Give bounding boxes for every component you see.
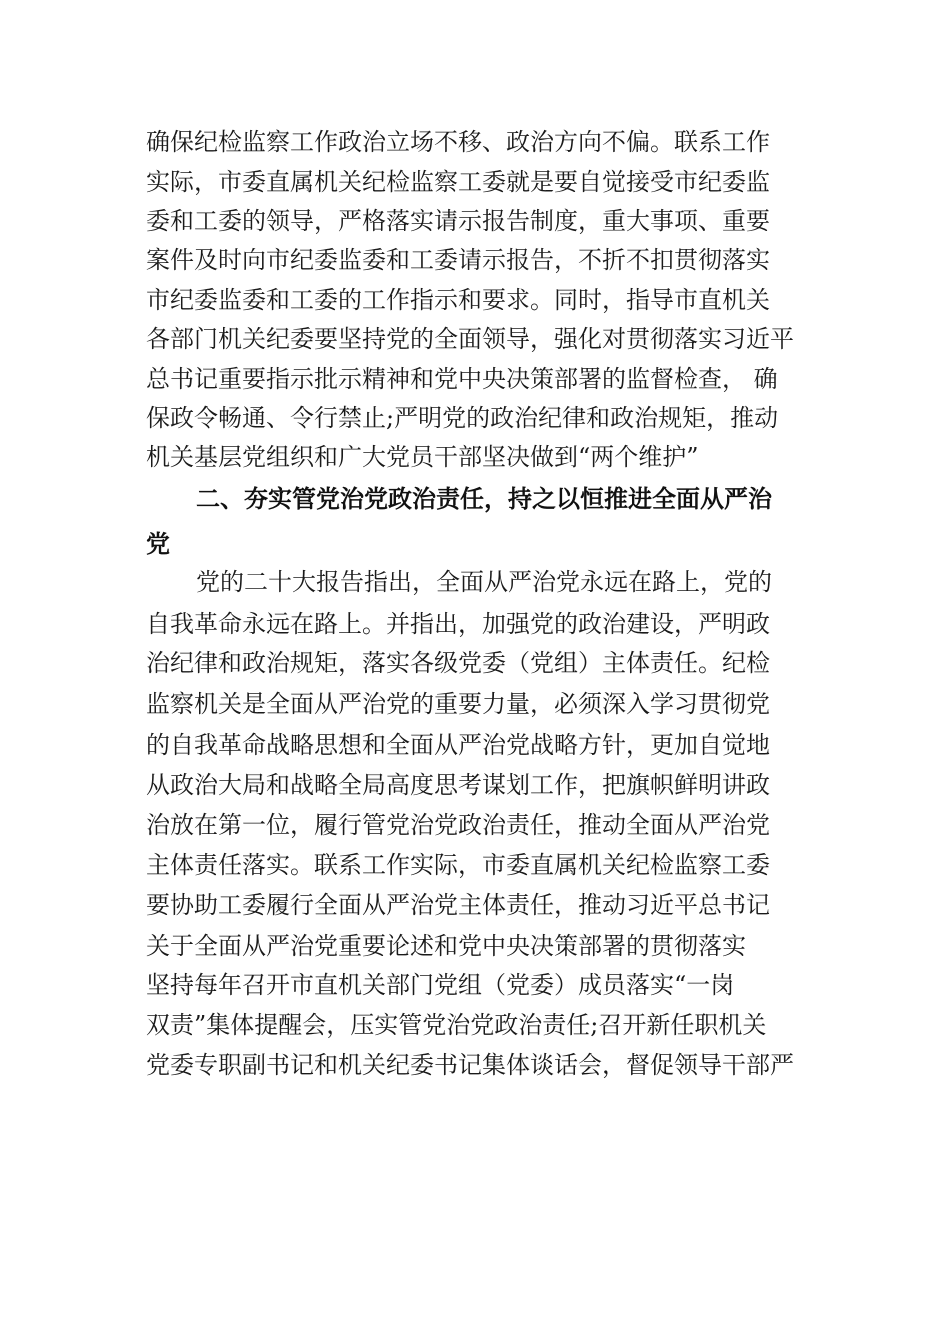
paragraph-line: 各部门机关纪委要坚持党的全面领导，强化对贯彻落实习近平	[146, 325, 794, 353]
paragraph-line: 坚持每年召开市直机关部门党组（党委）成员落实“一岗	[146, 971, 735, 999]
paragraph-line: 监察机关是全面从严治党的重要力量，必须深入学习贯彻党	[146, 690, 770, 718]
paragraph-line: 的自我革命战略思想和全面从严治党战略方针，更加自觉地	[146, 731, 770, 759]
paragraph-line: 机关基层党组织和广大党员干部坚决做到“两个维护”	[146, 443, 699, 471]
paragraph-line: 市纪委监委和工委的工作指示和要求。同时，指导市直机关	[146, 286, 770, 314]
paragraph-line: 确保纪检监察工作政治立场不移、政治方向不偏。联系工作	[146, 128, 770, 156]
paragraph-line: 主体责任落实。联系工作实际，市委直属机关纪检监察工委	[146, 851, 770, 879]
paragraph-line: 治纪律和政治规矩，落实各级党委（党组）主体责任。纪检	[146, 649, 770, 677]
paragraph-line: 要协助工委履行全面从严治党主体责任，推动习近平总书记	[146, 891, 770, 919]
paragraph-line: 从政治大局和战略全局高度思考谋划工作，把旗帜鲜明讲政	[146, 771, 770, 799]
paragraph-line: 治放在第一位，履行管党治党政治责任，推动全面从严治党	[146, 811, 770, 839]
paragraph-line: 总书记重要指示批示精神和党中央决策部署的监督检查， 确	[146, 365, 778, 393]
paragraph-line: 自我革命永远在路上。并指出，加强党的政治建设，严明政	[146, 610, 770, 638]
paragraph-line: 双责”集体提醒会，压实管党治党政治责任;召开新任职机关	[146, 1011, 767, 1039]
paragraph-line: 实际，市委直属机关纪检监察工委就是要自觉接受市纪委监	[146, 168, 770, 196]
paragraph-line: 保政令畅通、令行禁止;严明党的政治纪律和政治规矩，推动	[146, 404, 779, 432]
heading-line: 党	[146, 530, 170, 558]
heading-line: 二、夯实管党治党政治责任，持之以恒推进全面从严治	[196, 485, 772, 513]
paragraph-line: 委和工委的领导，严格落实请示报告制度，重大事项、重要	[146, 207, 770, 235]
paragraph-line: 党委专职副书记和机关纪委书记集体谈话会，督促领导干部严	[146, 1051, 794, 1079]
paragraph-line: 党的二十大报告指出，全面从严治党永远在路上，党的	[196, 568, 772, 596]
paragraph-line: 关于全面从严治党重要论述和党中央决策部署的贯彻落实	[146, 932, 746, 960]
paragraph-line: 案件及时向市纪委监委和工委请示报告，不折不扣贯彻落实	[146, 246, 770, 274]
